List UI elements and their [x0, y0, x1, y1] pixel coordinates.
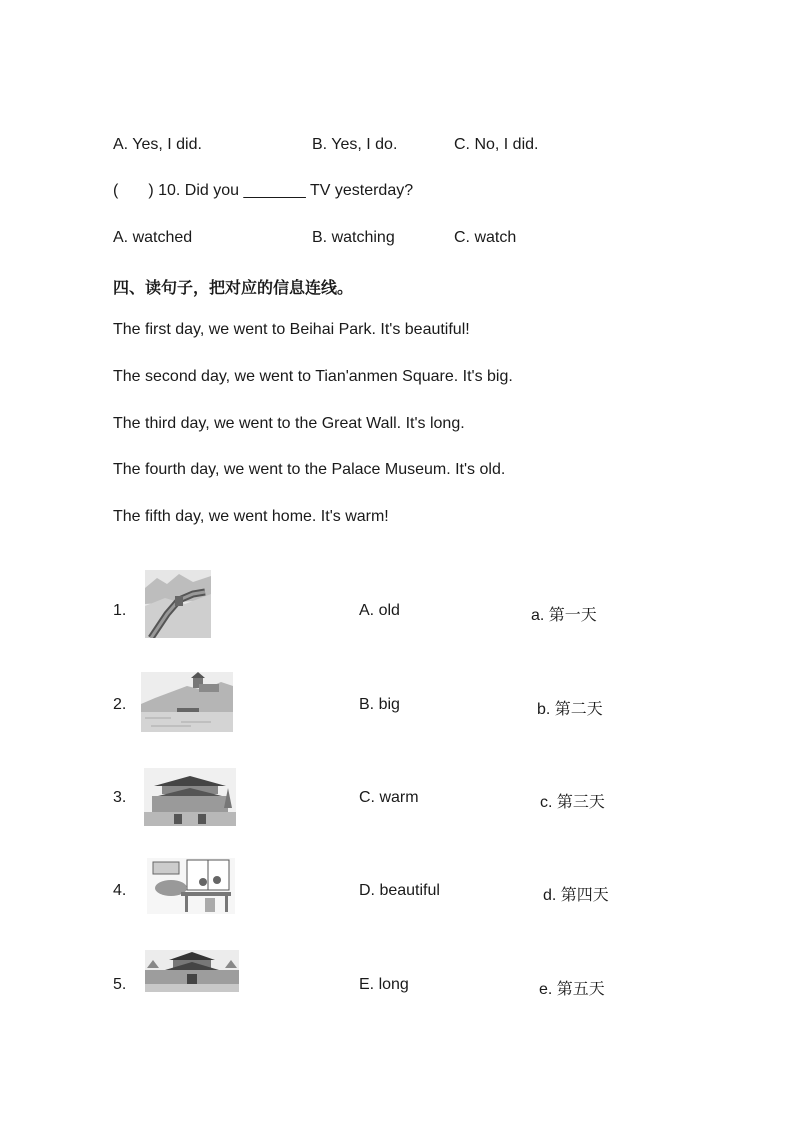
day-e: e. 第五天 — [539, 981, 605, 998]
palace-museum-icon — [144, 768, 236, 826]
beihai-park-icon — [141, 672, 233, 732]
tiananmen-icon — [145, 950, 239, 992]
section-4-heading: 四、读句子，把对应的信息连线。 — [113, 280, 354, 297]
q9-option-c: C. No, I did. — [454, 136, 539, 153]
beihai-park-picture — [141, 672, 233, 732]
home-icon — [147, 858, 235, 914]
day-c: c. 第三天 — [540, 794, 605, 811]
palace-museum-picture — [144, 768, 236, 826]
adjective-c: C. warm — [359, 789, 419, 806]
row-1-number: 1. — [113, 602, 127, 619]
q9-option-a: A. Yes, I did. — [113, 136, 202, 153]
sentence-2: The second day, we went to Tian'anmen Square. It's big. — [113, 368, 513, 385]
sentence-5: The fifth day, we went home. It's warm! — [113, 508, 389, 525]
q9-option-b: B. Yes, I do. — [312, 136, 398, 153]
day-a: a. 第一天 — [531, 607, 597, 624]
q10-stem: 10. Did you — [158, 182, 240, 199]
q10-paren-open: ( — [113, 182, 119, 199]
q10-option-a: A. watched — [113, 229, 193, 246]
q10-option-c: C. watch — [454, 229, 517, 246]
great-wall-picture — [145, 570, 211, 638]
row-4-number: 4. — [113, 882, 127, 899]
q10-question — [113, 182, 413, 200]
home-picture — [147, 858, 235, 914]
sentence-1: The first day, we went to Beihai Park. It's beautiful! — [113, 321, 470, 338]
q10-stem-end: TV yesterday? — [309, 182, 414, 199]
great-wall-icon — [145, 570, 211, 638]
q10-option-b: B. watching — [312, 229, 395, 246]
q10-paren-close: ) — [148, 182, 154, 199]
row-3-number: 3. — [113, 789, 127, 806]
sentence-4: The fourth day, we went to the Palace Museum. It's old. — [113, 461, 506, 478]
day-d: d. 第四天 — [543, 887, 609, 904]
adjective-d: D. beautiful — [359, 882, 440, 899]
adjective-e: E. long — [359, 976, 409, 993]
q10-blank: _______ — [243, 182, 306, 199]
adjective-a: A. old — [359, 602, 400, 619]
day-b: b. 第二天 — [537, 701, 603, 718]
tiananmen-square-picture — [145, 950, 239, 992]
row-5-number: 5. — [113, 976, 127, 993]
adjective-b: B. big — [359, 696, 400, 713]
sentence-3: The third day, we went to the Great Wall. It's long. — [113, 415, 465, 432]
row-2-number: 2. — [113, 696, 127, 713]
